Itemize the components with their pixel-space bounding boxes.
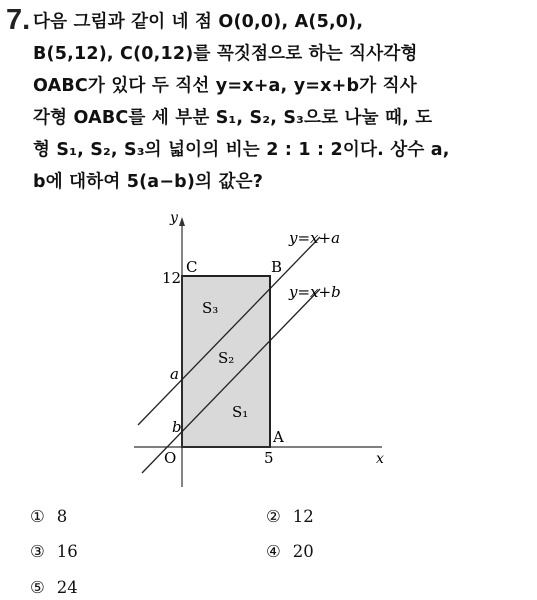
- vertex-a-label: A: [273, 428, 284, 446]
- choice-3-value: 16: [56, 542, 78, 561]
- choice-3-marker: ③: [30, 542, 45, 561]
- choice-3[interactable]: [30, 542, 78, 561]
- x-axis-label: x: [376, 451, 384, 467]
- tick-label-a: a: [170, 365, 179, 383]
- coordinate-figure: [120, 205, 400, 490]
- tick-label-12: 12: [162, 269, 182, 287]
- origin-label: O: [164, 449, 177, 467]
- tick-label-b: b: [172, 418, 182, 436]
- choice-5[interactable]: [30, 578, 78, 597]
- choice-5-marker: ⑤: [30, 578, 45, 597]
- choice-4-marker: ④: [266, 542, 281, 561]
- choice-4[interactable]: [266, 542, 314, 561]
- question-line-4: 각형 OABC를 세 부분 S₁, S₂, S₃으로 나눌 때, 도: [33, 108, 433, 128]
- choice-2-value: 12: [292, 507, 314, 526]
- question-line-1: 다음 그림과 같이 네 점 O(0,0), A(5,0),: [33, 12, 364, 32]
- choice-2-marker: ②: [266, 507, 281, 526]
- tick-label-5: 5: [264, 449, 274, 467]
- choice-1-value: 8: [56, 507, 68, 526]
- y-axis-arrow: [179, 217, 185, 226]
- question-line-5: 형 S₁, S₂, S₃의 넓이의 비는 2 : 1 : 2이다. 상수 a,: [33, 140, 450, 160]
- question-number: 7.: [6, 4, 31, 36]
- choice-4-value: 20: [292, 542, 314, 561]
- vertex-b-label: B: [271, 258, 283, 276]
- region-label-s1: S₁: [232, 403, 249, 421]
- region-label-s2: S₂: [218, 349, 235, 367]
- vertex-c-label: C: [186, 258, 198, 276]
- line-label-upper: y=x+a: [289, 229, 341, 247]
- question-line-3: OABC가 있다 두 직선 y=x+a, y=x+b가 직사: [33, 76, 417, 96]
- question-line-2: B(5,12), C(0,12)를 꼭짓점으로 하는 직사각형: [33, 44, 418, 64]
- y-axis-label: y: [170, 210, 178, 226]
- region-label-s3: S₃: [202, 299, 219, 317]
- question-line-6: b에 대하여 5(a−b)의 값은?: [33, 172, 264, 192]
- choice-1-marker: ①: [30, 507, 45, 526]
- choice-1[interactable]: [30, 507, 67, 526]
- choice-2[interactable]: [266, 507, 314, 526]
- choice-5-value: 24: [56, 578, 78, 597]
- line-label-lower: y=x+b: [289, 283, 341, 301]
